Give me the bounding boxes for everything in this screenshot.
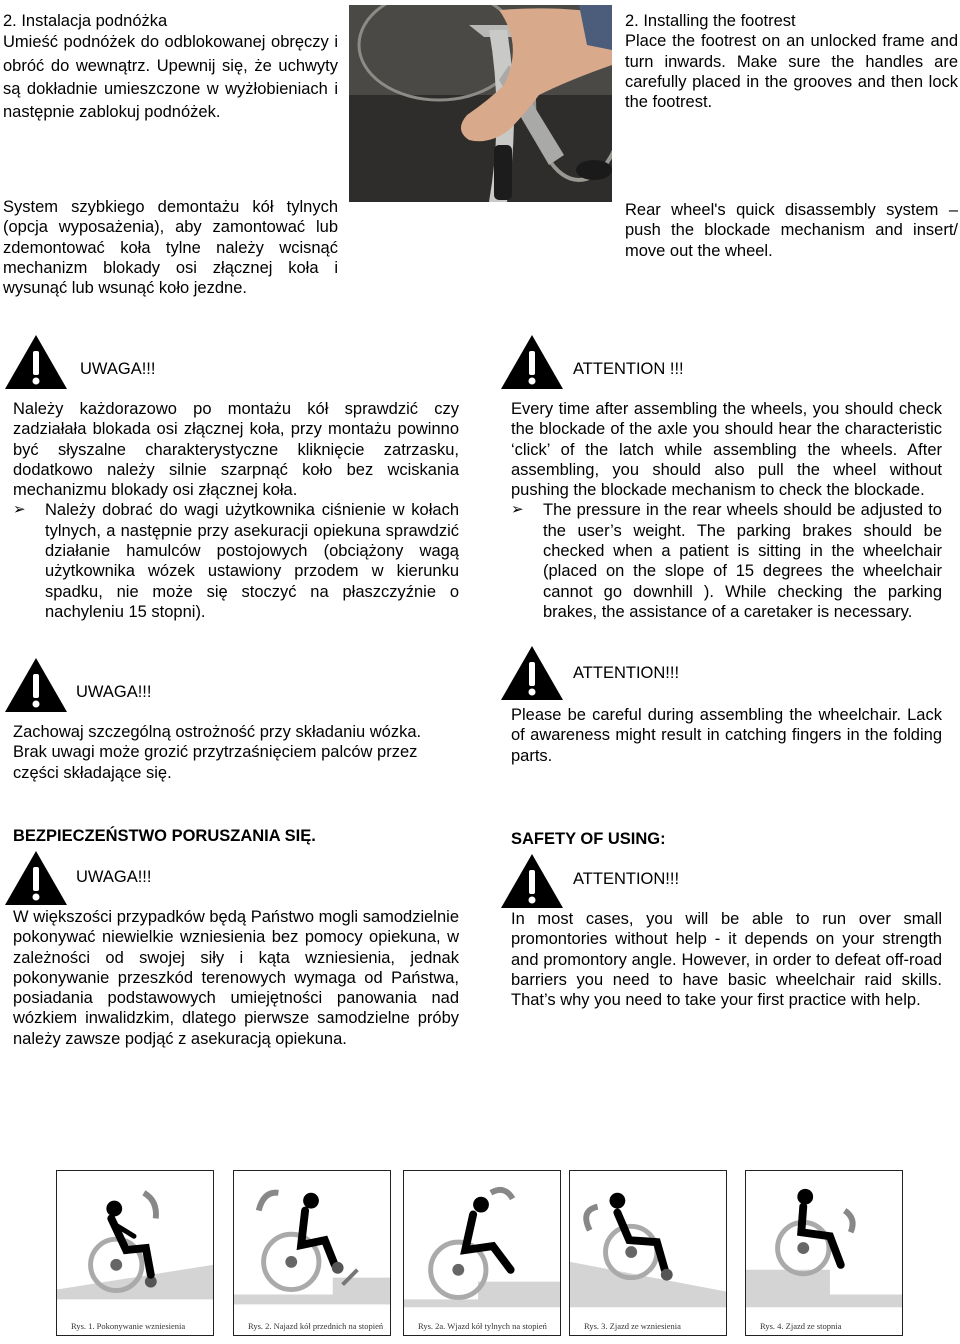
- warning1-pl-text: Należy każdorazowo po montażu kół sprawdzić czy zadziałała blokada osi złącznej koła, przy montażu powinno być słyszalne charakterystyczne kliknięcie zatrzasku, dodatkowo należy silnie szarpnąć koło bez wciskania mechanizmu blokady osi złącznej koła.: [13, 400, 459, 500]
- figure-4: [569, 1170, 727, 1336]
- warning1-en-bullet-item: [511, 500, 942, 622]
- footrest-en-text: Place the footrest on an unlocked frame and turn inwards. Make sure the handles are carefully placed in the grooves and then lock the footrest.: [625, 32, 958, 112]
- wheelchair-uphill-illustration: [57, 1171, 213, 1335]
- warning2-en-label: ATTENTION!!!: [573, 664, 680, 682]
- wheelchair-front-step-illustration: [234, 1171, 390, 1335]
- warning1-pl-label: UWAGA!!!: [80, 360, 156, 378]
- figure-2: [233, 1170, 391, 1336]
- wheels-en-text: Rear wheel's quick disassembly system – push the blockade mechanism and insert/ move out the wheel.: [625, 201, 958, 260]
- safety-pl-heading: BEZPIECZEŃSTWO PORUSZANIA SIĘ.: [13, 827, 316, 845]
- safety-pl-text: W większości przypadków będą Państwo mogli samodzielnie pokonywać niewielkie wzniesienia bez pomocy opiekuna, w zależności od swojej siły i kąta wzniesienia, jednak pokonywanie przeszkód terenowych wymaga od Państwa, posiadania podstawowych umiejętności panowania nad wózkiem inwalidzkim, dlatego pierwsze samodzielne próby należy zawsze podjąć z asekuracją opiekuna.: [13, 908, 459, 1048]
- warning1-en: [511, 399, 942, 622]
- footrest-photo-illustration: [349, 5, 612, 202]
- warning1-pl-bullet: Należy dobrać do wagi użytkownika ciśnienie w kołach tylnych, a następnie przy asekuracji opiekuna sprawdzić działanie hamulców postojowych (obciążony wagą użytkownika wózek ustawiony przodem w kierunku spadku, nie może się stoczyć na płaszczyźnie o nachyleniu 15 stopni).: [45, 501, 459, 621]
- warning1-en-label: ATTENTION !!!: [573, 360, 684, 378]
- footrest-photo: [349, 5, 612, 202]
- warning1-en-text: Every time after assembling the wheels, you should check the blockade of the axle you should hear the characteristic ‘click’ of the latch while assembling the wheels. After assembling, you should also pull the wheel without pushing the blockade mechanism to check the blockade.: [511, 400, 942, 500]
- footrest-en: [625, 11, 958, 112]
- wheelchair-rear-step-illustration: [404, 1171, 560, 1335]
- warning-triangle-icon: [3, 333, 69, 391]
- bullet-arrow-icon: ➢: [511, 501, 524, 519]
- figure-5: [745, 1170, 903, 1336]
- warning-triangle-icon: [499, 852, 565, 910]
- warning-triangle-icon: [499, 333, 565, 391]
- warning1-pl: [13, 399, 459, 622]
- figure-1: [56, 1170, 214, 1336]
- warning2-pl-text: Zachowaj szczególną ostrożność przy składaniu wózka. Brak uwagi może grozić przytrzaśnięciem palców przez części składające się.: [13, 723, 422, 782]
- figure-1-caption: Rys. 1. Pokonywanie wzniesienia: [71, 1321, 186, 1331]
- figure-4-caption: Rys. 3. Zjazd ze wzniesienia: [584, 1321, 681, 1331]
- warning-triangle-icon: [3, 849, 69, 907]
- figure-5-caption: Rys. 4. Zjazd ze stopnia: [760, 1321, 842, 1331]
- wheels-pl-text: System szybkiego demontażu kół tylnych (opcja wyposażenia), aby zamontować lub zdemontować koła tylne należy wcisnąć mechanizm blokady osi złącznej koła i wysunąć lub wsunąć koło jezdne.: [3, 198, 338, 298]
- warning2-en-text: Please be careful during assembling the wheelchair. Lack of awareness might result in catching fingers in the folding parts.: [511, 706, 942, 765]
- safety-en-label: ATTENTION!!!: [573, 870, 680, 888]
- bullet-arrow-icon: ➢: [13, 501, 26, 519]
- warning1-pl-bullet-item: [13, 500, 459, 622]
- warning-triangle-icon: [3, 656, 69, 714]
- warning1-en-bullet: The pressure in the rear wheels should be adjusted to the user’s weight. The parking brakes should be checked when a patient is sitting in the wheelchair (placed on the slope of 15 degrees the wheelchair cannot go downhill ). While checking the parking brakes, the assistance of a caretaker is necessary.: [543, 501, 942, 621]
- warning2-pl-label: UWAGA!!!: [76, 683, 152, 701]
- safety-pl-label: UWAGA!!!: [76, 868, 152, 886]
- footrest-pl-text: Umieść podnóżek do odblokowanej obręczy i obróć do wewnątrz. Upewnij się, że uchwyty są dokładnie umieszczone w wyżłobieniach i następnie zablokuj podnóżek.: [3, 33, 338, 122]
- warning-triangle-icon: [499, 644, 565, 702]
- figure-3: [403, 1170, 561, 1336]
- wheelchair-step-down-illustration: [746, 1171, 902, 1335]
- footrest-en-title: 2. Installing the footrest: [625, 12, 796, 30]
- safety-en-heading: SAFETY OF USING:: [511, 830, 666, 848]
- footrest-pl-title: 2. Instalacja podnóżka: [3, 12, 168, 30]
- safety-en-text: In most cases, you will be able to run over small promontories without help - it depends on your strength and promontory angle. However, in order to defeat off-road barriers you need to have basic wheelchair raid skills. That’s why you need to take your first practice with help.: [511, 910, 942, 1010]
- figure-3-caption: Rys. 2a. Wjazd kół tylnych na stopień: [418, 1321, 547, 1331]
- footrest-pl: [3, 11, 338, 124]
- figure-2-caption: Rys. 2. Najazd kół przednich na stopień: [248, 1321, 384, 1331]
- wheelchair-downhill-illustration: [570, 1171, 726, 1335]
